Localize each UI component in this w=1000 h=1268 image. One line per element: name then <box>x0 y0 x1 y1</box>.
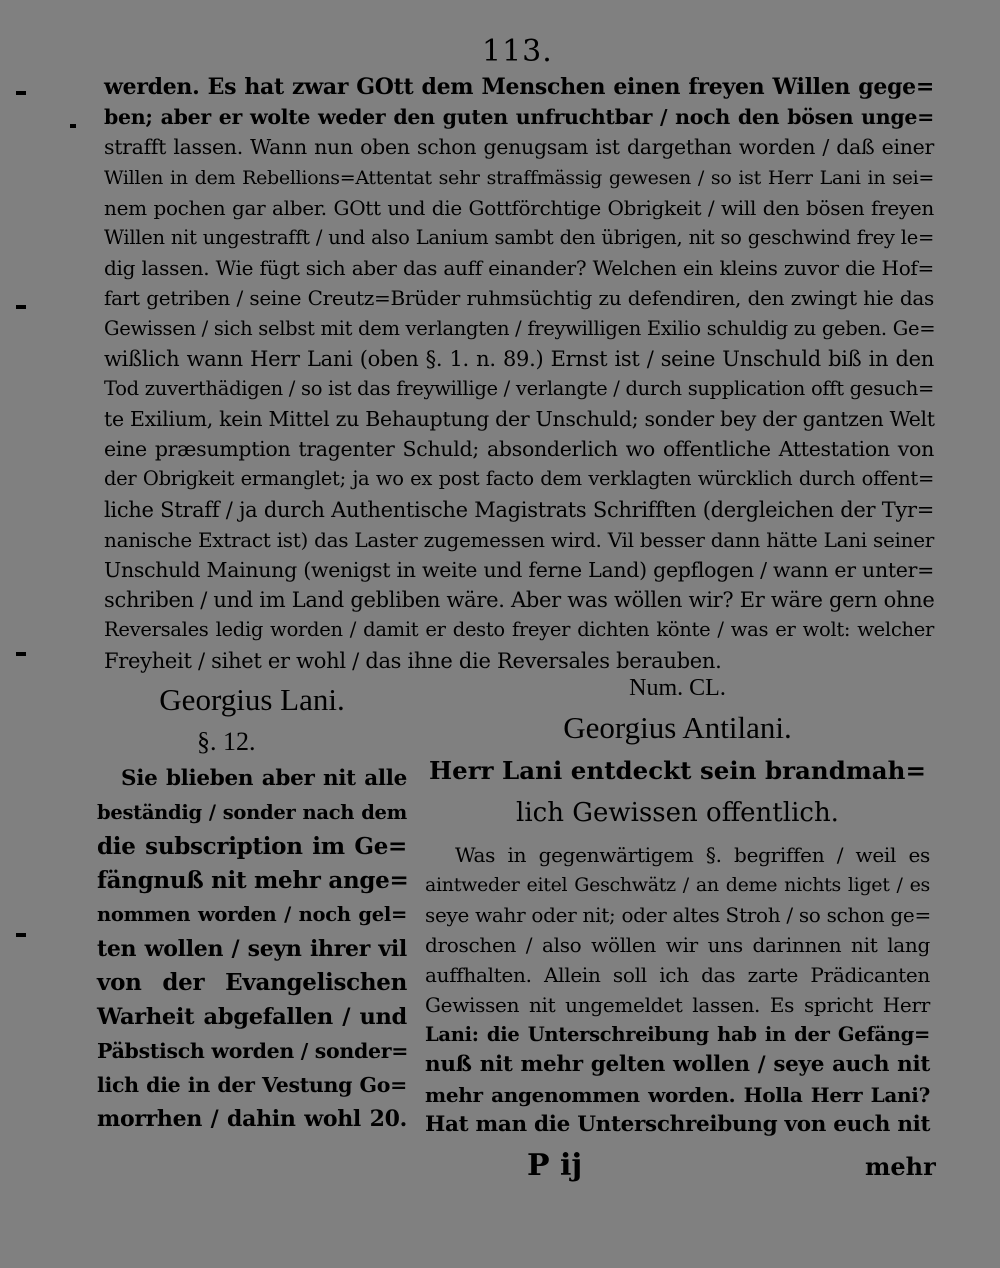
text-line: strafft lassen. Wann nun oben schon genugsam ist dargethan worden / daß einer <box>104 135 934 160</box>
text-line: beständig / sonder nach dem <box>97 801 407 824</box>
text-line: droschen / also wöllen wir uns darinnen nit lang <box>425 933 930 957</box>
text-line: wißlich wann Herr Lani (oben §. 1. n. 89.) Ernst ist / seine Unschuld biß in den <box>104 346 934 371</box>
text-line: liche Straff / ja durch Authentische Magistrats Schrifften (dergleichen der Tyr= <box>104 497 934 522</box>
text-line: eine præsumption tragenter Schuld; absonderlich wo offentliche Attestation von <box>104 437 934 462</box>
text-line: die subscription im Ge= <box>97 833 407 860</box>
margin-mark <box>16 933 26 937</box>
text-line: der Obrigkeit ermanglet; ja wo ex post facto dem verklagten würcklich durch offent= <box>104 467 934 491</box>
text-line: Freyheit / sihet er wohl / das ihne die Reversales berauben. <box>104 648 722 673</box>
text-line: Lani: die Unterschreibung hab in der Gefäng= <box>425 1023 930 1046</box>
text-line: fängnuß nit mehr ange= <box>97 867 409 894</box>
text-line: morrhen / dahin wohl 20. <box>97 1106 407 1132</box>
left-column-heading: Georgius Lani. <box>159 682 345 717</box>
text-line: Unschuld Mainung (wenigst in weite und ferne Land) gepflogen / wann er unter= <box>104 558 934 582</box>
main-text-block <box>104 72 934 676</box>
text-line: Gewissen / sich selbst mit dem verlangten / freywilligen Exilio schuldig zu geben. Ge= <box>104 316 936 340</box>
right-column-heading: Georgius Antilani. <box>563 710 792 745</box>
text-line: nommen worden / noch gel= <box>97 903 407 926</box>
text-line: seye wahr oder nit; oder altes Stroh / so schon ge= <box>425 903 931 927</box>
text-line: mehr angenommen worden. Holla Herr Lani? <box>425 1083 930 1107</box>
catchword: mehr <box>865 1152 936 1181</box>
text-line: Sie blieben aber nit alle <box>121 766 407 791</box>
right-column-text <box>425 840 930 1140</box>
left-column-text <box>97 762 407 1136</box>
page-number: 113. <box>482 34 553 69</box>
text-line: auffhalten. Allein soll ich das zarte Prädicanten <box>425 963 930 987</box>
text-line: Tod zuverthädigen / so ist das freywillige / verlangte / durch supplication offt gesuch= <box>104 376 934 400</box>
text-line: aintweder eitel Geschwätz / an deme nichts liget / es <box>425 874 930 896</box>
text-line: Willen nit ungestrafft / und also Lanium sambt den übrigen, nit so geschwind frey le= <box>104 225 934 249</box>
text-line: nem pochen gar alber. GOtt und die Gottförchtige Obrigkeit / will den bösen freyen <box>104 195 934 220</box>
text-line: Was in gegenwärtigem §. begriffen / weil es <box>455 843 930 867</box>
text-line: werden. Es hat zwar GOtt dem Menschen einen freyen Willen gege= <box>104 74 934 100</box>
text-line: ben; aber er wolte weder den guten unfruchtbar / noch den bösen unge= <box>104 105 934 130</box>
left-column <box>97 678 407 1136</box>
section-number: §. 12. <box>197 727 256 756</box>
text-line: Willen in dem Rebellions=Attentat sehr straffmässig gewesen / so ist Herr Lani in sei= <box>104 166 934 189</box>
text-line: nuß nit mehr gelten wollen / seye auch nit <box>425 1052 930 1077</box>
text-line: te Exilium, kein Mittel zu Behauptung der Unschuld; sonder bey der gantzen Welt <box>104 407 935 432</box>
signature-mark: P ij <box>527 1148 583 1183</box>
text-line: Warheit abgefallen / und <box>97 1004 407 1030</box>
text-line: dig lassen. Wie fügt sich aber das auff einander? Welchen ein kleins zuvor die Hof= <box>104 256 934 281</box>
text-line: lich die in der Vestung Go= <box>97 1073 407 1097</box>
margin-mark <box>16 305 26 309</box>
text-line: Reversales ledig worden / damit er desto freyer dichten könte / was er wolt: welcher <box>104 618 934 642</box>
text-line: ten wollen / seyn ihrer vil <box>97 936 407 962</box>
right-column-headline: Herr Lani entdeckt sein brandmah= <box>428 756 927 785</box>
text-line: fart getriben / seine Creutz=Brüder ruhmsüchtig zu defendiren, den zwingt hie das <box>104 286 934 311</box>
margin-mark <box>70 124 76 128</box>
text-line: Gewissen nit ungemeldet lassen. Es spricht Herr <box>425 993 930 1017</box>
margin-mark <box>16 652 26 656</box>
margin-mark <box>16 91 26 95</box>
text-line: Päbstisch worden / sonder= <box>97 1039 409 1063</box>
right-column-number: Num. CL. <box>629 675 726 701</box>
right-column-headline-continued: lich Gewissen offentlich. <box>516 798 839 828</box>
text-line: Hat man die Unterschreibung von euch nit <box>425 1112 931 1137</box>
right-column <box>425 670 930 1140</box>
text-line: von der Evangelischen <box>97 969 407 996</box>
text-line: schriben / und im Land gebliben wäre. Aber was wöllen wir? Er wäre gern ohne <box>104 588 935 613</box>
text-line: nanische Extract ist) das Laster zugemessen wird. Vil besser dann hätte Lani seiner <box>104 527 934 552</box>
